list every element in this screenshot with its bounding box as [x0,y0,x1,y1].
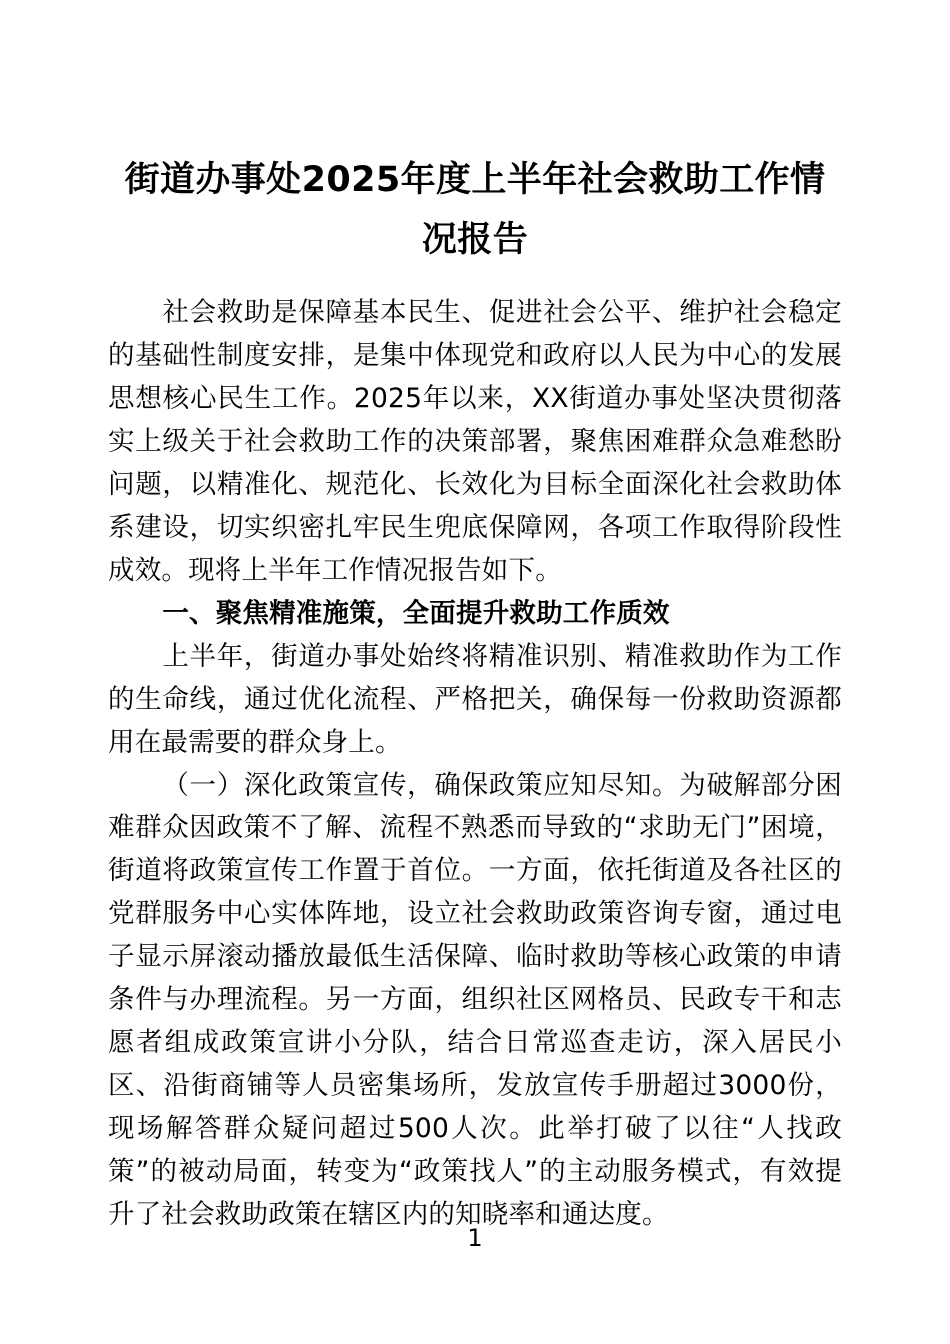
page-number: 1 [467,1224,483,1252]
paragraph-section1-intro: 上半年，街道办事处始终将精准识别、精准救助作为工作的生命线，通过优化流程、严格把关，确保每一份救助资源都用在最需要的群众身上。 [108,640,842,758]
page-title: 街道办事处2025年度上半年社会救助工作情况报告 [124,160,826,261]
paragraph-subsection-1-1: （一）深化政策宣传，确保政策应知尽知。为破解部分困难群众因政策不了解、流程不熟悉而导致的“求助无门”困境，街道将政策宣传工作置于首位。一方面，依托街道及各社区的党群服务中心实体阵地，设立社会救助政策咨询专窗，通过电子显示屏滚动播放最低生活保障、临时救助等核心政策的申请条件与办理流程。另一方面，组织社区网格员、民政专干和志愿者组成政策宣讲小分队，结合日常巡查走访，深入居民小区、沿街商铺等人员密集场所，发放宣传手册超过3000份，现场解答群众疑问超过500人次。此举打破了以往“人找政策”的被动局面，转变为“政策找人”的主动服务模式，有效提升了社会救助政策在辖区内的知晓率和通达度。 [108,769,842,1230]
section-heading-1: 一、聚焦精准施策，全面提升救助工作质效 [162,597,670,629]
paragraph-intro: 社会救助是保障基本民生、促进社会公平、维护社会稳定的基础性制度安排，是集中体现党和政府以人民为中心的发展思想核心民生工作。2025年以来，XX街道办事处坚决贯彻落实上级关于社会救助工作的决策部署，聚焦困难群众急难愁盼问题，以精准化、规范化、长效化为目标全面深化社会救助体系建设，切实织密扎牢民生兜底保障网，各项工作取得阶段性成效。现将上半年工作情况报告如下。 [108,297,842,586]
